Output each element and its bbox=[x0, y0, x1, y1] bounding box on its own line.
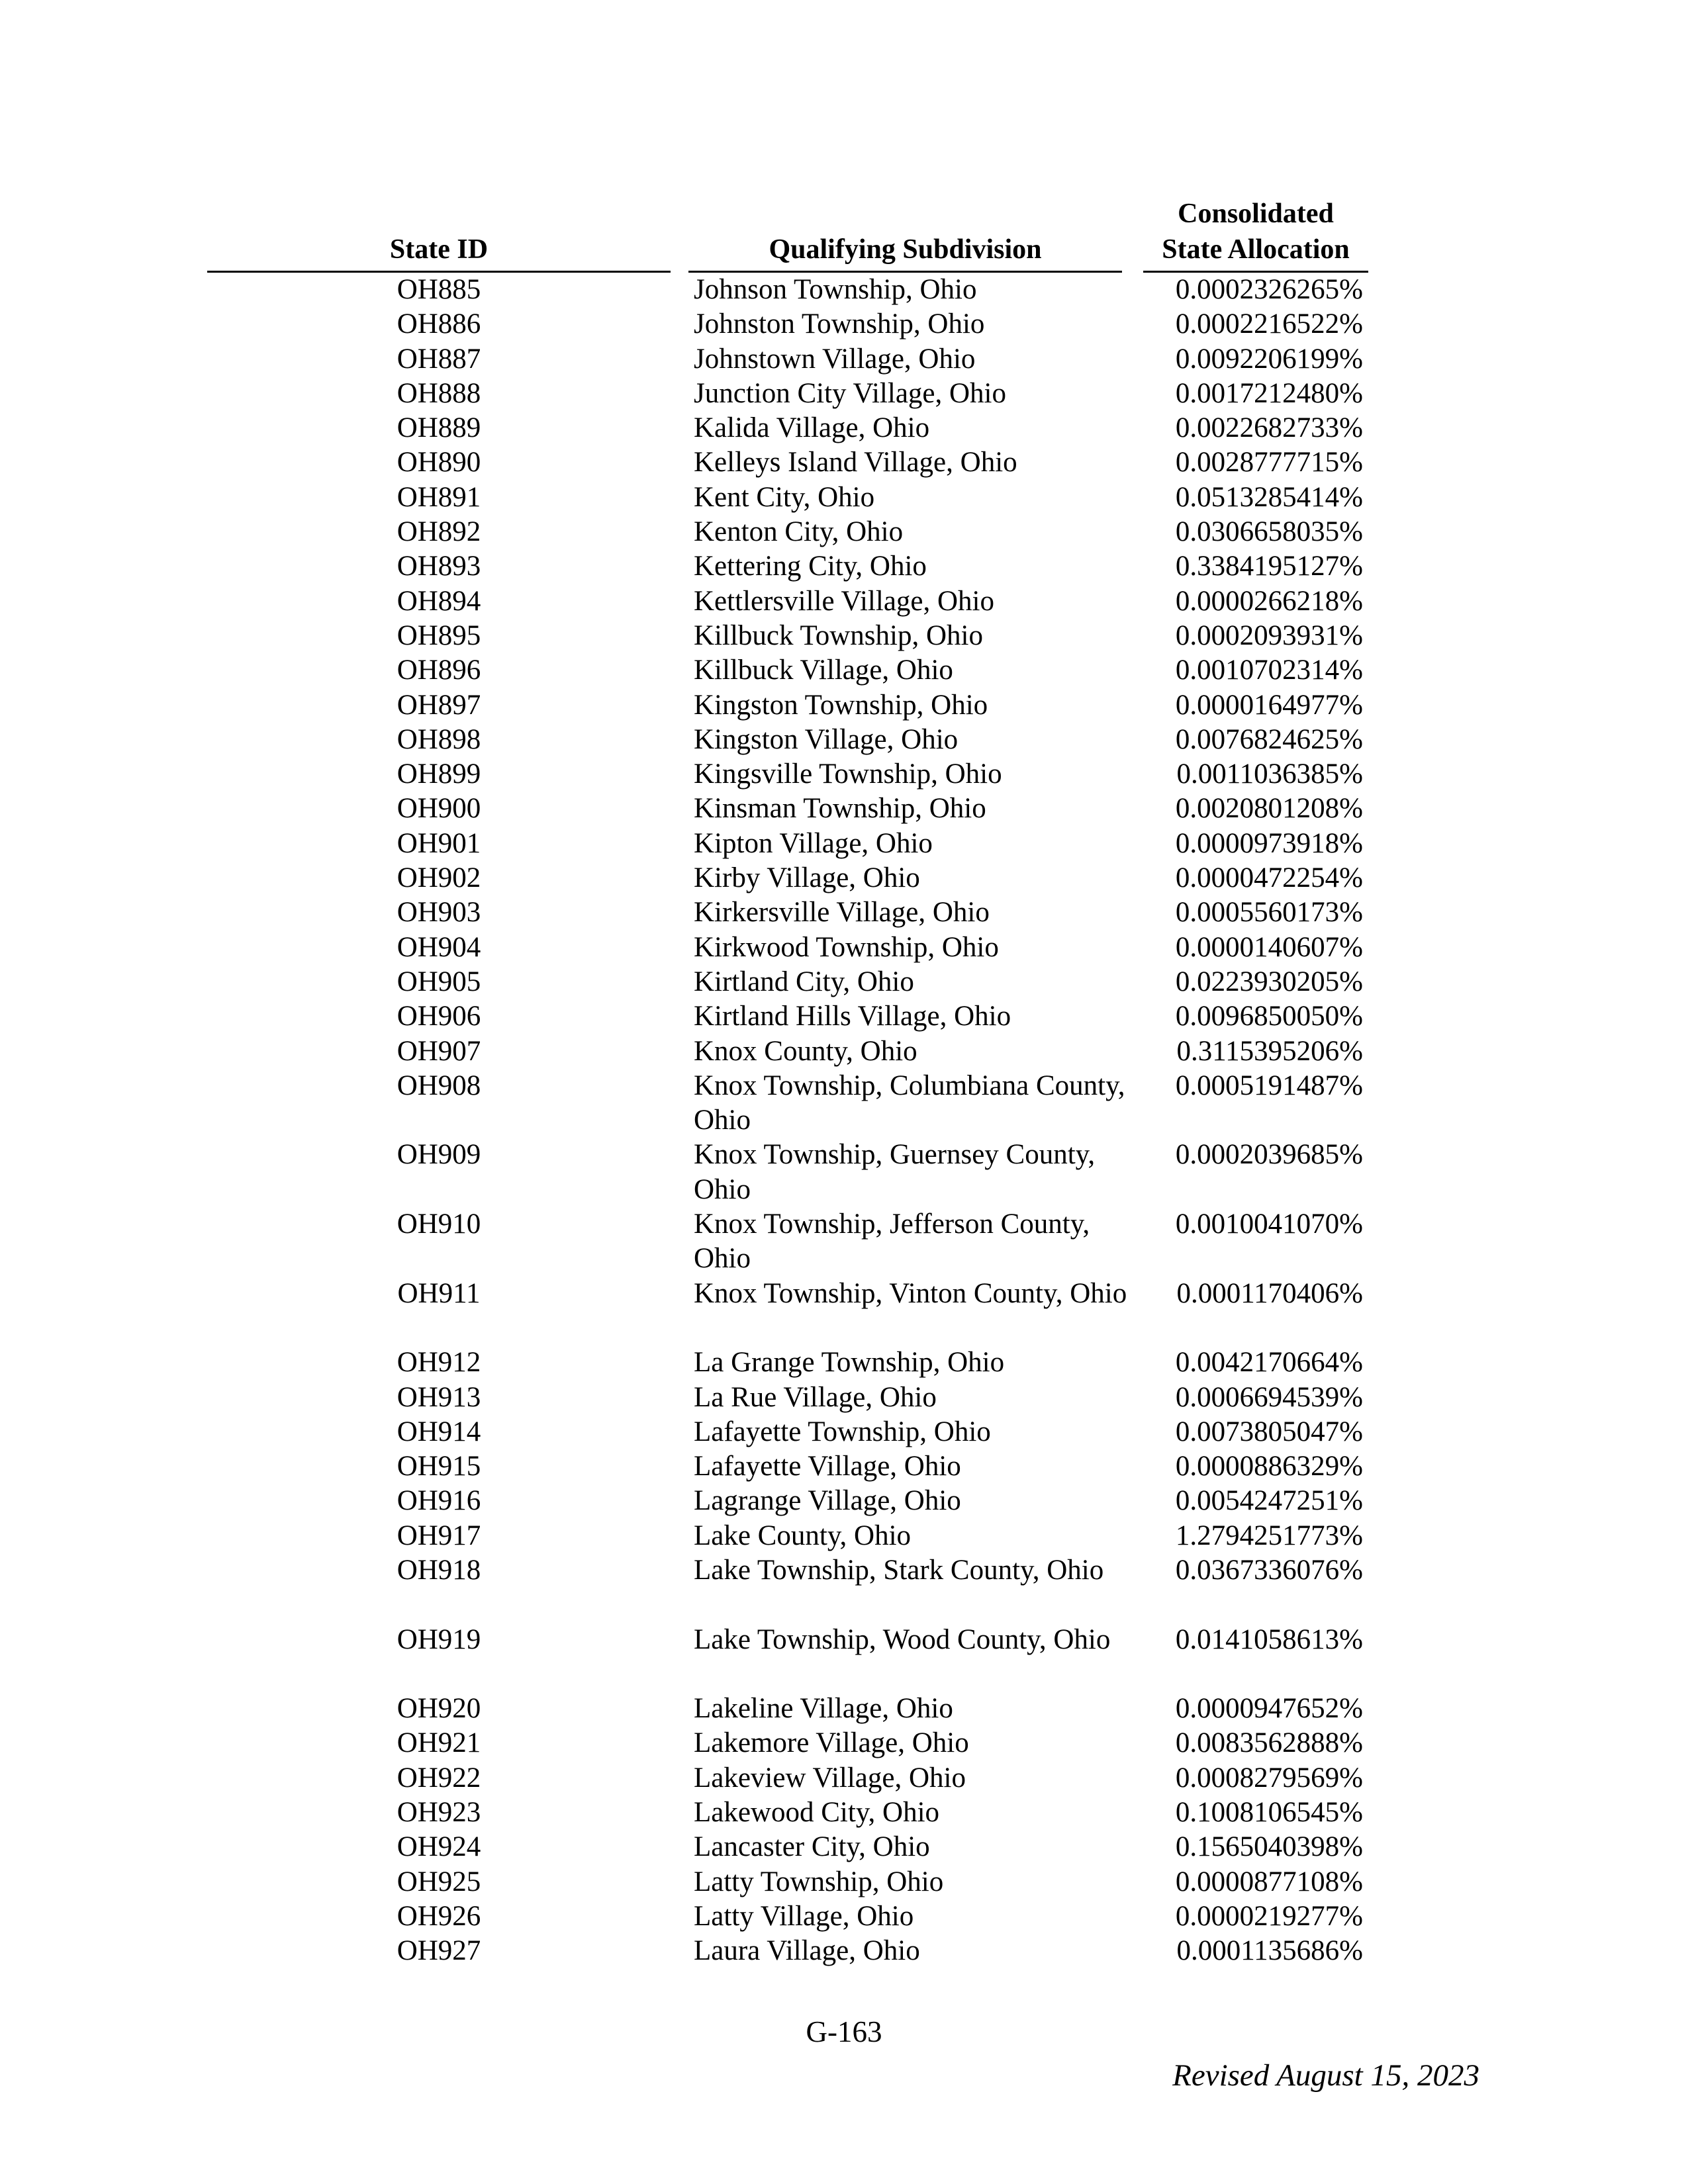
state-id-cell: OH910 bbox=[397, 1208, 481, 1240]
table-row bbox=[0, 1381, 1688, 1415]
table-row bbox=[0, 931, 1688, 965]
allocation-cell: 0.0001170406% bbox=[1176, 1277, 1363, 1309]
table-row bbox=[0, 1761, 1688, 1796]
table-row bbox=[0, 861, 1688, 895]
allocation-cell: 0.0306658035% bbox=[1175, 516, 1363, 548]
allocation-cell: 0.0000973918% bbox=[1175, 827, 1363, 859]
allocation-cell: 0.0513285414% bbox=[1175, 481, 1363, 513]
state-id-cell: OH894 bbox=[397, 585, 481, 617]
state-id-cell: OH914 bbox=[397, 1416, 481, 1447]
page-number: G-163 bbox=[806, 2015, 882, 2048]
state-id-cell: OH888 bbox=[397, 377, 481, 409]
allocation-cell: 0.0000886329% bbox=[1175, 1451, 1363, 1482]
subdivision-cell: Laura Village, Ohio bbox=[694, 1935, 920, 1967]
state-id-cell: OH885 bbox=[397, 274, 481, 305]
state-id-cell: OH905 bbox=[397, 966, 481, 997]
subdivision-cell: Kettlersville Village, Ohio bbox=[694, 585, 994, 617]
allocation-cell: 0.3384195127% bbox=[1175, 551, 1363, 582]
table-row bbox=[0, 653, 1688, 688]
table-header bbox=[0, 195, 1688, 273]
state-id-cell: OH921 bbox=[397, 1727, 481, 1759]
revised-date: Revised August 15, 2023 bbox=[1172, 2058, 1479, 2093]
subdivision-cell: Kirby Village, Ohio bbox=[694, 862, 920, 894]
state-id-cell: OH923 bbox=[397, 1797, 481, 1829]
table-row bbox=[0, 792, 1688, 826]
allocation-cell: 0.0001135686% bbox=[1176, 1935, 1363, 1967]
state-id-cell: OH912 bbox=[397, 1347, 481, 1379]
table-row bbox=[0, 515, 1688, 549]
subdivision-cell: La Grange Township, Ohio bbox=[694, 1347, 1005, 1379]
state-id-cell: OH893 bbox=[397, 551, 481, 582]
table-row bbox=[0, 1692, 1688, 1726]
state-id-cell: OH886 bbox=[397, 308, 481, 340]
table-row bbox=[0, 1138, 1688, 1207]
table-row bbox=[0, 1623, 1688, 1692]
table-row bbox=[0, 1345, 1688, 1380]
subdivision-cell: Junction City Village, Ohio bbox=[694, 377, 1006, 409]
table-row bbox=[0, 723, 1688, 757]
subdivision-cell: Kettering City, Ohio bbox=[694, 551, 927, 582]
table-row bbox=[0, 584, 1688, 619]
table-row bbox=[0, 1207, 1688, 1277]
table-row bbox=[0, 1899, 1688, 1934]
allocation-cell: 0.0002216522% bbox=[1175, 308, 1363, 340]
allocation-cell: 0.0022682733% bbox=[1175, 412, 1363, 444]
state-id-cell: OH925 bbox=[397, 1866, 481, 1897]
table-row bbox=[0, 895, 1688, 930]
allocation-cell: 0.3115395206% bbox=[1176, 1035, 1363, 1067]
state-id-cell: OH924 bbox=[397, 1831, 481, 1863]
allocation-cell: 0.0092206199% bbox=[1175, 343, 1363, 375]
table-row bbox=[0, 1830, 1688, 1864]
state-id-cell: OH895 bbox=[397, 619, 481, 651]
subdivision-cell: Lakeline Village, Ohio bbox=[694, 1693, 953, 1725]
allocation-cell: 0.0096850050% bbox=[1175, 1001, 1363, 1032]
allocation-cell: 0.0000472254% bbox=[1175, 862, 1363, 894]
subdivision-header: Qualifying Subdivision bbox=[769, 234, 1042, 265]
table-row bbox=[0, 1449, 1688, 1484]
state-id-cell: OH889 bbox=[397, 412, 481, 444]
table-row bbox=[0, 377, 1688, 411]
allocation-cell: 0.0223930205% bbox=[1175, 966, 1363, 997]
table-row bbox=[0, 757, 1688, 792]
allocation-cell: 0.0011036385% bbox=[1176, 758, 1363, 790]
allocation-cell: 0.0002039685% bbox=[1175, 1139, 1363, 1171]
table-row bbox=[0, 619, 1688, 653]
subdivision-cell: Kinsman Township, Ohio bbox=[694, 793, 986, 825]
allocation-cell: 0.0002326265% bbox=[1175, 274, 1363, 305]
allocation-cell: 0.0076824625% bbox=[1175, 723, 1363, 755]
table-row bbox=[0, 1519, 1688, 1553]
subdivision-cell: Lagrange Village, Ohio bbox=[694, 1485, 961, 1517]
allocation-cell: 0.0367336076% bbox=[1175, 1554, 1363, 1586]
subdivision-cell: Johnstown Village, Ohio bbox=[694, 343, 976, 375]
table-row bbox=[0, 999, 1688, 1034]
state-id-cell: OH908 bbox=[397, 1069, 481, 1101]
table-row bbox=[0, 411, 1688, 445]
subdivision-cell: Kirkersville Village, Ohio bbox=[694, 897, 990, 929]
subdivision-cell: Johnson Township, Ohio bbox=[694, 274, 977, 305]
allocation-cell: 0.0141058613% bbox=[1175, 1623, 1363, 1655]
state-id-cell: OH919 bbox=[397, 1623, 481, 1655]
table-row bbox=[0, 1865, 1688, 1899]
table-row bbox=[0, 1796, 1688, 1830]
subdivision-cell: Kirtland City, Ohio bbox=[694, 966, 914, 997]
allocation-cell: 0.0002093931% bbox=[1175, 619, 1363, 651]
state-id-cell: OH897 bbox=[397, 689, 481, 721]
state-id-cell: OH913 bbox=[397, 1381, 481, 1413]
subdivision-cell: Kent City, Ohio bbox=[694, 481, 875, 513]
allocation-cell: 0.0028777715% bbox=[1175, 447, 1363, 478]
subdivision-cell: Killbuck Township, Ohio bbox=[694, 619, 983, 651]
table-row bbox=[0, 1069, 1688, 1138]
subdivision-cell: Knox Township, Vinton County, Ohio bbox=[694, 1277, 1127, 1309]
subdivision-cell: Lakewood City, Ohio bbox=[694, 1797, 940, 1829]
subdivision-cell: Latty Township, Ohio bbox=[694, 1866, 944, 1897]
subdivision-cell: Latty Village, Ohio bbox=[694, 1900, 914, 1932]
state-id-cell: OH907 bbox=[397, 1035, 481, 1067]
subdivision-cell: Kirtland Hills Village, Ohio bbox=[694, 1001, 1011, 1032]
table-row bbox=[0, 445, 1688, 480]
state-id-cell: OH899 bbox=[397, 758, 481, 790]
table-row bbox=[0, 1415, 1688, 1449]
table-row bbox=[0, 1034, 1688, 1069]
allocation-cell: 0.0008279569% bbox=[1175, 1762, 1363, 1794]
state-id-cell: OH892 bbox=[397, 516, 481, 548]
state-id-cell: OH904 bbox=[397, 931, 481, 963]
subdivision-cell: Lafayette Township, Ohio bbox=[694, 1416, 991, 1447]
subdivision-cell: Lakeview Village, Ohio bbox=[694, 1762, 966, 1794]
allocation-cell: 0.0000877108% bbox=[1175, 1866, 1363, 1897]
subdivision-cell: Knox County, Ohio bbox=[694, 1035, 917, 1067]
state-id-cell: OH903 bbox=[397, 897, 481, 929]
table-row bbox=[0, 307, 1688, 341]
table-row bbox=[0, 1484, 1688, 1518]
state-id-cell: OH916 bbox=[397, 1485, 481, 1517]
state-id-cell: OH911 bbox=[397, 1277, 481, 1309]
state-id-cell: OH915 bbox=[397, 1451, 481, 1482]
table-row bbox=[0, 827, 1688, 861]
subdivision-cell: La Rue Village, Ohio bbox=[694, 1381, 937, 1413]
subdivision-cell: Kingsville Township, Ohio bbox=[694, 758, 1002, 790]
state-id-cell: OH922 bbox=[397, 1762, 481, 1794]
subdivision-cell: Knox Township, Guernsey County, Ohio bbox=[694, 1139, 1096, 1205]
state-id-cell: OH927 bbox=[397, 1935, 481, 1967]
subdivision-cell: Knox Township, Columbiana County, Ohio bbox=[694, 1069, 1125, 1136]
table-row bbox=[0, 342, 1688, 377]
subdivision-cell: Lakemore Village, Ohio bbox=[694, 1727, 969, 1759]
subdivision-cell: Kenton City, Ohio bbox=[694, 516, 904, 548]
subdivision-cell: Johnston Township, Ohio bbox=[694, 308, 985, 340]
table-row bbox=[0, 1934, 1688, 1968]
allocation-cell: 0.0000140607% bbox=[1175, 931, 1363, 963]
subdivision-cell: Lake Township, Stark County, Ohio bbox=[694, 1554, 1104, 1586]
allocation-cell: 1.2794251773% bbox=[1175, 1520, 1363, 1551]
state-id-cell: OH902 bbox=[397, 862, 481, 894]
state-id-cell: OH898 bbox=[397, 723, 481, 755]
subdivision-cell: Lancaster City, Ohio bbox=[694, 1831, 930, 1863]
allocation-cell: 0.0005560173% bbox=[1175, 897, 1363, 929]
table-row bbox=[0, 1553, 1688, 1623]
subdivision-cell: Killbuck Village, Ohio bbox=[694, 655, 953, 686]
allocation-cell: 0.0005191487% bbox=[1175, 1069, 1363, 1101]
state-id-cell: OH900 bbox=[397, 793, 481, 825]
state-id-header: State ID bbox=[389, 234, 489, 265]
state-id-cell: OH887 bbox=[397, 343, 481, 375]
allocation-cell: 0.0000164977% bbox=[1175, 689, 1363, 721]
subdivision-cell: Kelleys Island Village, Ohio bbox=[694, 447, 1017, 478]
state-id-cell: OH926 bbox=[397, 1900, 481, 1932]
allocation-header-line1: Consolidated bbox=[1178, 199, 1334, 229]
state-id-cell: OH896 bbox=[397, 655, 481, 686]
allocation-cell: 0.0020801208% bbox=[1175, 793, 1363, 825]
state-id-cell: OH891 bbox=[397, 481, 481, 513]
allocation-cell: 0.0042170664% bbox=[1175, 1347, 1363, 1379]
subdivision-cell: Knox Township, Jefferson County, Ohio bbox=[694, 1208, 1090, 1275]
subdivision-cell: Kipton Village, Ohio bbox=[694, 827, 933, 859]
allocation-cell: 0.0054247251% bbox=[1175, 1485, 1363, 1517]
subdivision-cell: Kingston Village, Ohio bbox=[694, 723, 959, 755]
subdivision-cell: Lake County, Ohio bbox=[694, 1520, 912, 1551]
table-row bbox=[0, 1726, 1688, 1760]
allocation-cell: 0.0010041070% bbox=[1175, 1208, 1363, 1240]
allocation-cell: 0.0000266218% bbox=[1175, 585, 1363, 617]
allocation-cell: 0.1008106545% bbox=[1175, 1797, 1363, 1829]
state-id-cell: OH918 bbox=[397, 1554, 481, 1586]
table-row bbox=[0, 480, 1688, 515]
allocation-cell: 0.0083562888% bbox=[1175, 1727, 1363, 1759]
allocation-cell: 0.0006694539% bbox=[1175, 1381, 1363, 1413]
subdivision-cell: Kingston Township, Ohio bbox=[694, 689, 988, 721]
subdivision-cell: Lake Township, Wood County, Ohio bbox=[694, 1623, 1111, 1655]
state-id-cell: OH890 bbox=[397, 447, 481, 478]
allocation-header-line2: State Allocation bbox=[1162, 234, 1350, 265]
allocation-cell: 0.0010702314% bbox=[1175, 655, 1363, 686]
allocation-header bbox=[1143, 196, 1368, 267]
subdivision-cell: Kirkwood Township, Ohio bbox=[694, 931, 999, 963]
allocation-cell: 0.0000219277% bbox=[1175, 1900, 1363, 1932]
table-row bbox=[0, 1277, 1688, 1346]
state-id-cell: OH909 bbox=[397, 1139, 481, 1171]
table-row bbox=[0, 688, 1688, 723]
subdivision-cell: Kalida Village, Ohio bbox=[694, 412, 930, 444]
state-id-cell: OH920 bbox=[397, 1693, 481, 1725]
state-id-cell: OH917 bbox=[397, 1520, 481, 1551]
allocation-cell: 0.1565040398% bbox=[1175, 1831, 1363, 1863]
table-row bbox=[0, 273, 1688, 307]
table-body bbox=[0, 273, 1688, 1969]
subdivision-cell: Lafayette Village, Ohio bbox=[694, 1451, 961, 1482]
allocation-cell: 0.0000947652% bbox=[1175, 1693, 1363, 1725]
table-row bbox=[0, 549, 1688, 584]
state-id-cell: OH901 bbox=[397, 827, 481, 859]
allocation-cell: 0.0073805047% bbox=[1175, 1416, 1363, 1447]
allocation-cell: 0.0017212480% bbox=[1175, 377, 1363, 409]
table-row bbox=[0, 965, 1688, 999]
state-id-cell: OH906 bbox=[397, 1001, 481, 1032]
